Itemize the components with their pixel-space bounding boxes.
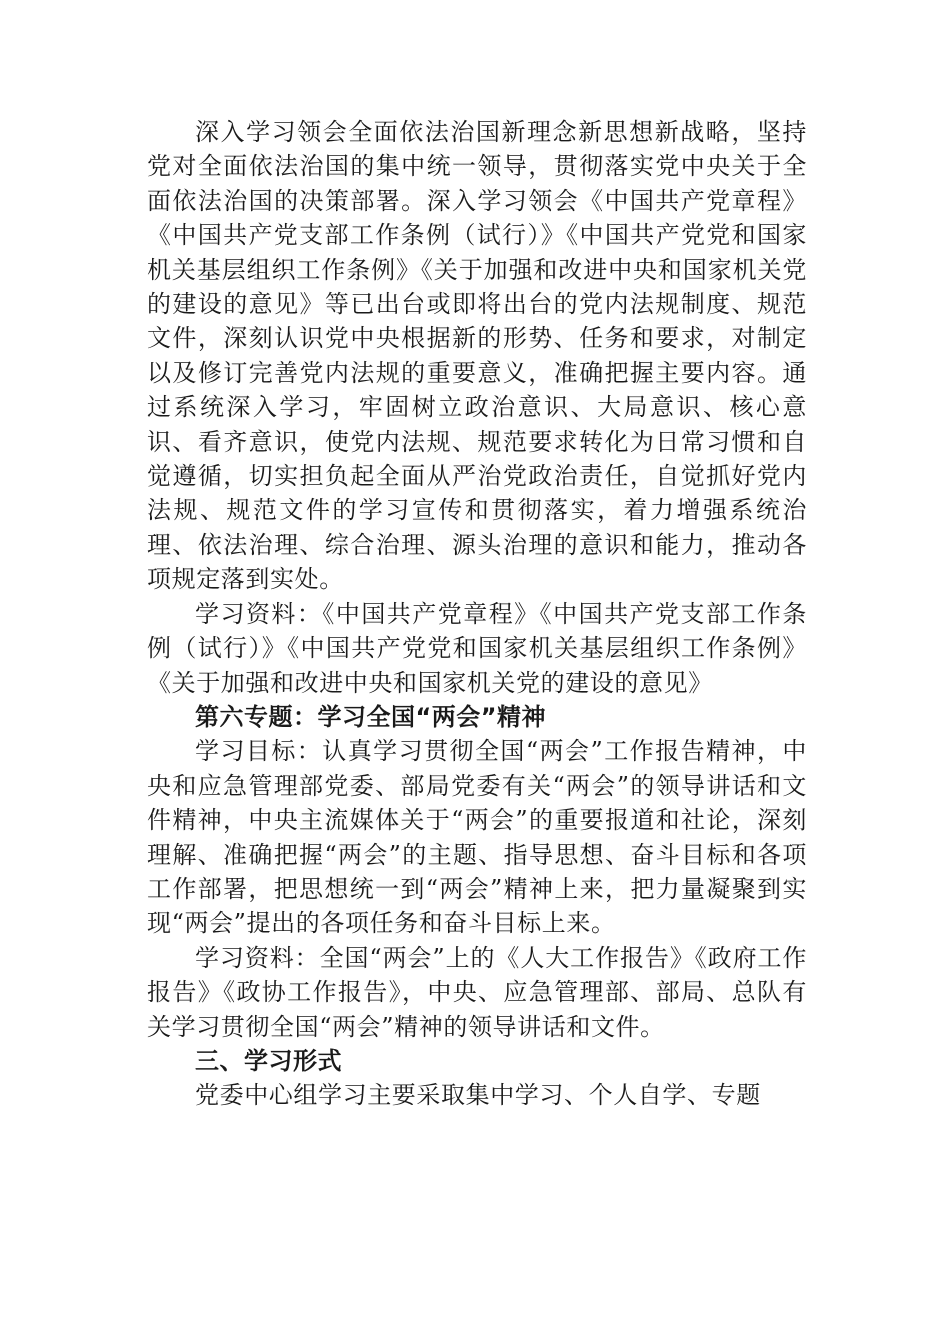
section-heading-topic-six: 第六专题：学习全国“两会”精神: [195, 702, 547, 731]
section-heading-study-format: 三、学习形式: [195, 1046, 342, 1075]
study-materials-paragraph-1: 学习资料：《中国共产党章程》《中国共产党支部工作条例（试行）》《中国共产党党和国家机关基层组织工作条例》《关于加强和改进中央和国家机关党的建设的意见》: [147, 599, 807, 697]
study-materials-paragraph-2: 学习资料：全国“两会”上的《人大工作报告》《政府工作报告》《政协工作报告》，中央、应急管理部、部局、总队有关学习贯彻全国“两会”精神的领导讲话和文件。: [147, 943, 807, 1041]
study-format-paragraph: 党委中心组学习主要采取集中学习、个人自学、专题: [195, 1081, 761, 1110]
body-paragraph-1: 深入学习领会全面依法治国新理念新思想新战略，坚持党对全面依法治国的集中统一领导，贯彻落实党中央关于全面依法治国的决策部署。深入学习领会《中国共产党章程》《中国共产党支部工作条例（试行）》《中国共产党党和国家机关基层组织工作条例》《关于加强和改进中央和国家机关党的建设的意见》等已出台或即将出台的党内法规制度、规范文件，深刻认识党中央根据新的形势、任务和要求，对制定以及修订完善党内法规的重要意义，准确把握主要内容。通过系统深入学习，牢固树立政治意识、大局意识、核心意识、看齐意识，使党内法规、规范要求转化为日常习惯和自觉遵循，切实担负起全面从严治党政治责任，自觉抓好党内法规、规范文件的学习宣传和贯彻落实，着力增强系统治理、依法治理、综合治理、源头治理的意识和能力，推动各项规定落到实处。: [147, 118, 807, 594]
document-page: [147, 115, 807, 1113]
study-goal-paragraph: 学习目标：认真学习贯彻全国“两会”工作报告精神，中央和应急管理部党委、部局党委有关“两会”的领导讲话和文件精神，中央主流媒体关于“两会”的重要报道和社论，深刻理解、准确把握“两会”的主题、指导思想、奋斗目标和各项工作部署，把思想统一到“两会”精神上来，把力量凝聚到实现“两会”提出的各项任务和奋斗目标上来。: [147, 737, 807, 938]
